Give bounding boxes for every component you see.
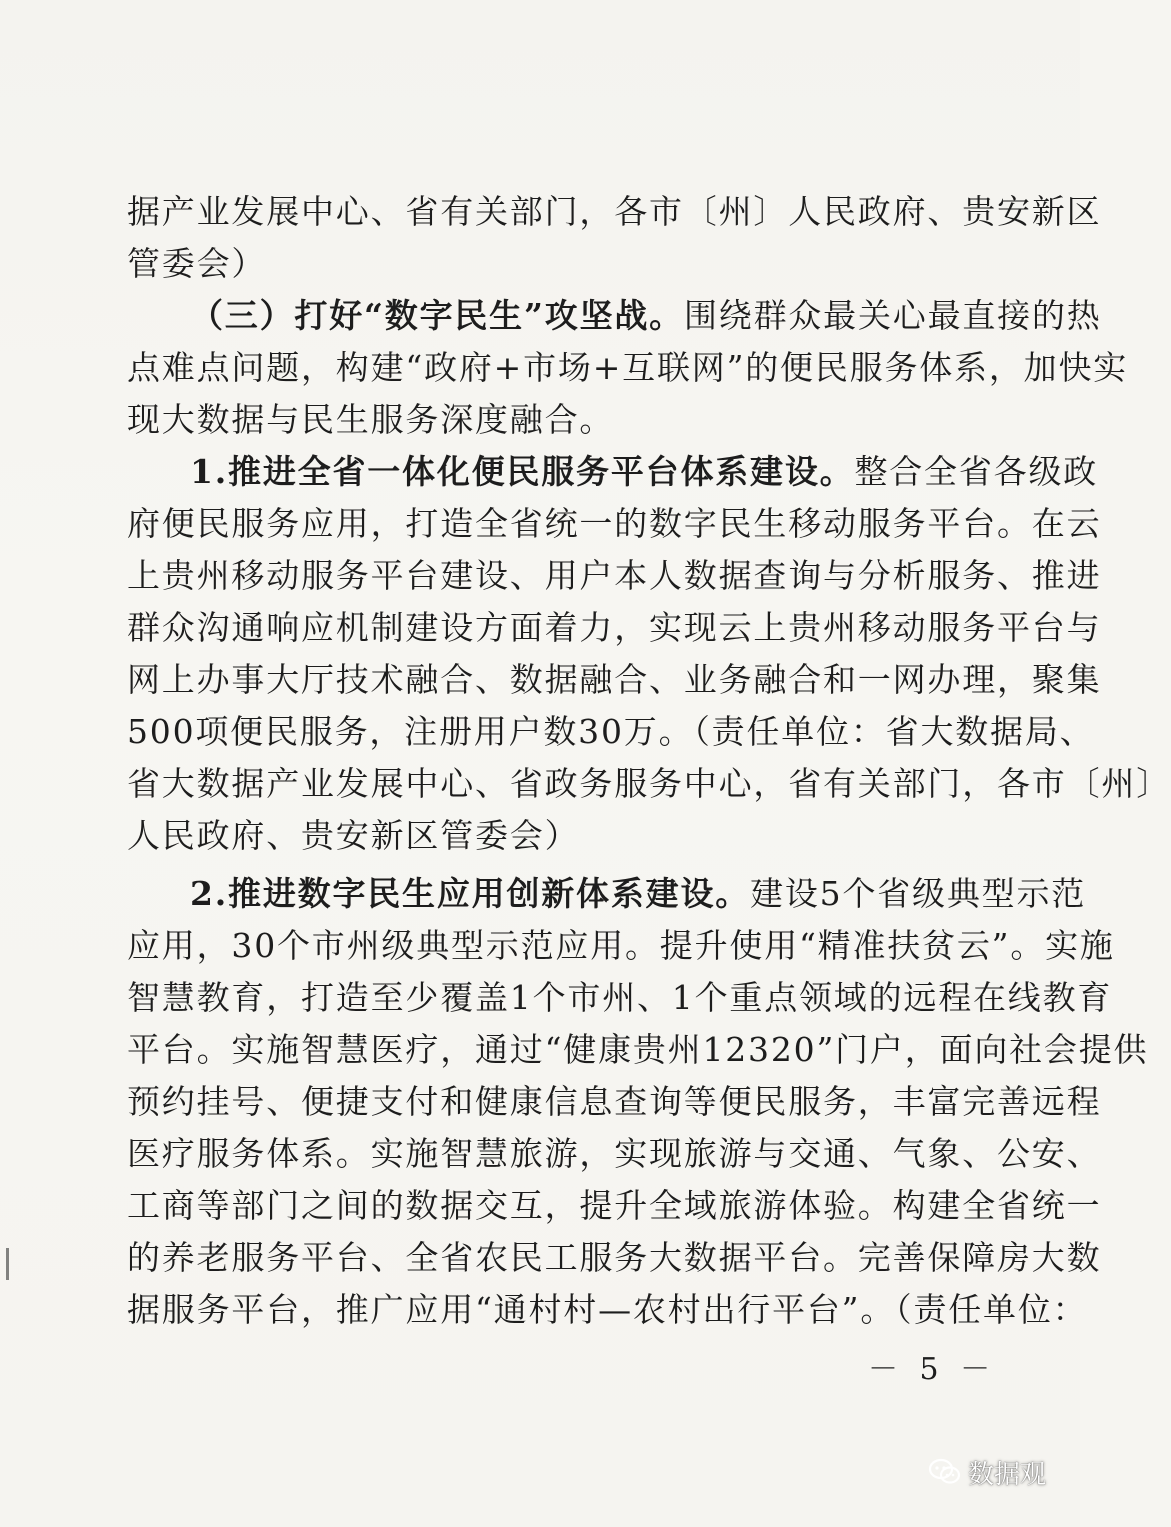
text-span: 围绕群众最关心最直接的热 [683,296,1102,335]
scan-edge-mark [6,1248,9,1280]
text-line: 工商等部门之间的数据交互，提升全域旅游体验。构建全省统一 [127,1186,1102,1225]
text-line: 应用，30个市州级典型示范应用。提升使用“精准扶贫云”。实施 [127,926,1115,965]
text-line: 管委会） [127,244,267,283]
text-line: 网上办事大厅技术融合、数据融合、业务融合和一网办理，聚集 [127,660,1102,699]
text-line: 点难点问题，构建“政府+市场+互联网”的便民服务体系，加快实 [127,348,1129,387]
text-line: 现大数据与民生服务深度融合。 [127,400,615,439]
text-line: 上贵州移动服务平台建设、用户本人数据查询与分析服务、推进 [127,556,1102,595]
text-line: 据产业发展中心、省有关部门，各市〔州〕人民政府、贵安新区 [127,192,1102,231]
item-heading-line [190,446,1099,498]
item-heading-2: 2.推进数字民生应用创新体系建设。 [190,874,751,913]
wechat-icon [928,1458,962,1486]
text-line: 500项便民服务，注册用户数30万。（责任单位：省大数据局、 [127,712,1095,751]
text-line: 医疗服务体系。实施智慧旅游，实现旅游与交通、气象、公安、 [127,1134,1102,1173]
text-line: 省大数据产业发展中心、省政务服务中心，省有关部门，各市〔州〕 [127,764,1171,803]
watermark [928,1452,1046,1492]
page-number: － 5 － [868,1352,997,1387]
text-line: 群众沟通响应机制建设方面着力，实现云上贵州移动服务平台与 [127,608,1102,647]
section-heading: （三）打好“数字民生”攻坚战。 [190,296,684,335]
text-line: 府便民服务应用，打造全省统一的数字民生移动服务平台。在云 [127,504,1102,543]
item-heading-line [190,868,1087,920]
text-line: 智慧教育，打造至少覆盖1个市州、1个重点领域的远程在线教育 [127,978,1113,1017]
watermark-text: 数据观 [968,1459,1047,1490]
text-span: 整合全省各级政 [854,452,1099,491]
text-line: 平台。实施智慧医疗，通过“健康贵州12320”门户，面向社会提供 [127,1030,1149,1069]
text-line: 人民政府、贵安新区管委会） [127,816,580,855]
text-line: 的养老服务平台、全省农民工服务大数据平台。完善保障房大数 [127,1238,1102,1277]
item-heading-1: 1.推进全省一体化便民服务平台体系建设。 [190,452,855,491]
text-span: 建设5个省级典型示范 [750,874,1087,913]
section-heading-line [190,290,1102,342]
text-line: 预约挂号、便捷支付和健康信息查询等便民服务，丰富完善远程 [127,1082,1102,1121]
text-line: 据服务平台，推广应用“通村村—农村出行平台”。（责任单位： [127,1290,1088,1329]
